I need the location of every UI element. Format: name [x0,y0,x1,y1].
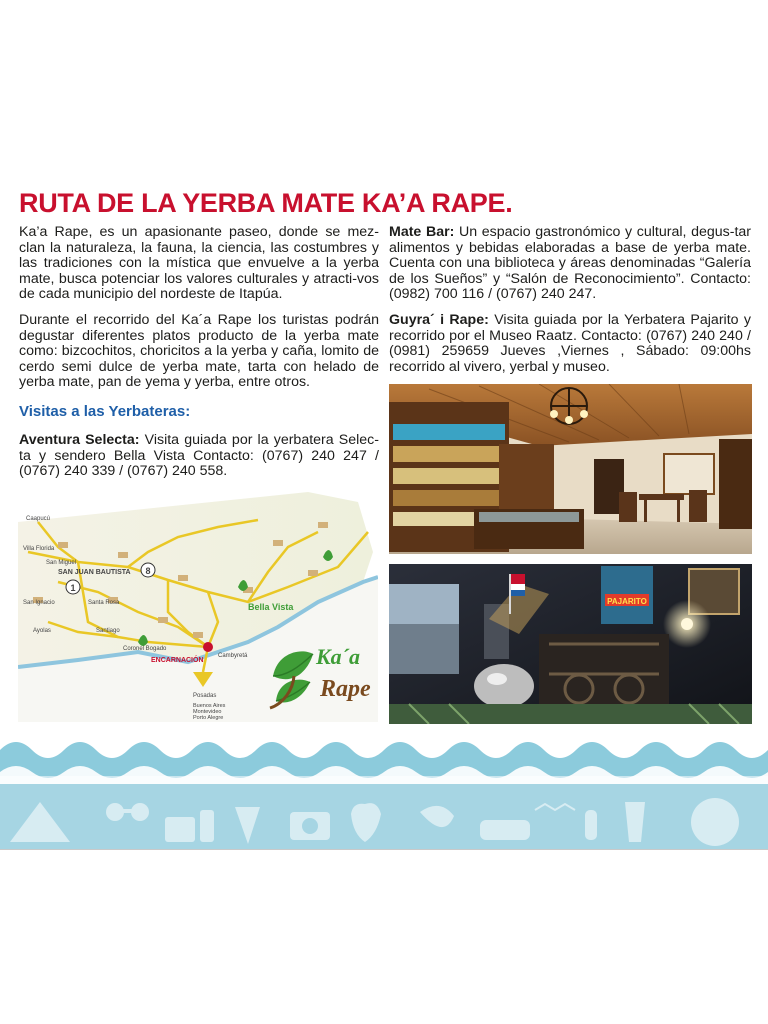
museum-display-photo [389,564,752,724]
wave-footer [0,732,768,850]
pajarito-sign-label: PAJARITO [607,597,647,606]
kaa-rape-logo [268,640,378,720]
recorrido-paragraph: Durante el recorrido del Ka´a Rape los turistas podrán degustar diferentes platos producto de la yerba mate como: bizcochitos, choricitos a la yerba y caña, lomito de cerdo semi dulce de yerba mate, tarta con helado de yerba mate, pan de yema y yerba, entre otros. [19,312,379,391]
visitas-heading: Visitas a las Yerbateras: [19,403,191,420]
map-label-san-miguel: San Miguel [46,560,77,566]
map-label-coronel-bogado: Coronel Bogado [123,646,167,652]
guyra-text: Visita guiada por la Yerbatera Pajarito y recorrido por el Museo Raatz. Contacto: (0767) 240 240 / (0981) 259659 Jueves ,Viernes , Sábado: 09:00hs recorrido al vivero, yerbal y museo. [389,312,751,375]
logo-text-rape: Rape [320,676,371,702]
map-label-san-ignacio: San Ignacio [23,600,55,606]
map-label-cambyreta: Cambyretá [218,653,248,659]
map-label-villa-florida: Villa Florida [23,546,55,552]
matebar-interior-photo [389,384,752,554]
map-label-caapucu: Caapucú [26,516,51,522]
map-label-ayolas: Ayolas [33,628,51,634]
route-8-shield: 8 [145,566,151,576]
page-title: RUTA DE LA YERBA MATE KA’A RAPE. [19,188,513,218]
guyra-paragraph [389,313,751,375]
map-label-san-juan: SAN JUAN BAUTISTA [58,569,131,576]
guyra-label: Guyra´ i Rape: [389,312,489,328]
aventura-text: Visita guiada por la yerbatera Selec-ta y sendero Bella Vista Contacto: (0767) 240 247 / (0767) 240 339 / (0767) 240 558. [19,432,380,480]
matebar-text: Un espacio gastronómico y cultural, degus-tar alimentos y bebidas elaboradas a base de yerba mate. Cuenta con una biblioteca y áreas denominadas “Galería de los Sueños” y “Salón de Reconocimiento”. Contacto: (0982) 700 116 / (0767) 240 247. [389,224,752,303]
map-label-bella-vista: Bella Vista [248,602,294,612]
map-label-santiago: Santiago [96,628,120,634]
footer-divider [0,849,768,850]
map-label-posadas: Posadas [193,693,217,699]
intro-paragraph: Ka’a Rape, es un apasionante paseo, donde se mez-clan la naturaleza, la fauna, la ciencia, las costumbres y las tradiciones con la mística que envuelve a la yerba mate, busca potenciar los valores culturales y atracti-vos de cada municipio del nordeste de Itapúa. [19,224,379,303]
leaf-icon [268,646,318,716]
aventura-label: Aventura Selecta: [19,432,140,448]
map-label-destinos: Buenos Aires Montevideo Porto Alegre [193,703,226,721]
matebar-paragraph [389,225,751,303]
aventura-paragraph [19,433,379,480]
map-label-encarnacion: ENCARNACIÓN [151,657,204,664]
route-1-shield: 1 [70,583,76,593]
logo-text-kaa: Ka´a [316,644,360,669]
map-label-santa-rosa: Santa Rosa [88,600,120,606]
matebar-label: Mate Bar: [389,224,455,240]
